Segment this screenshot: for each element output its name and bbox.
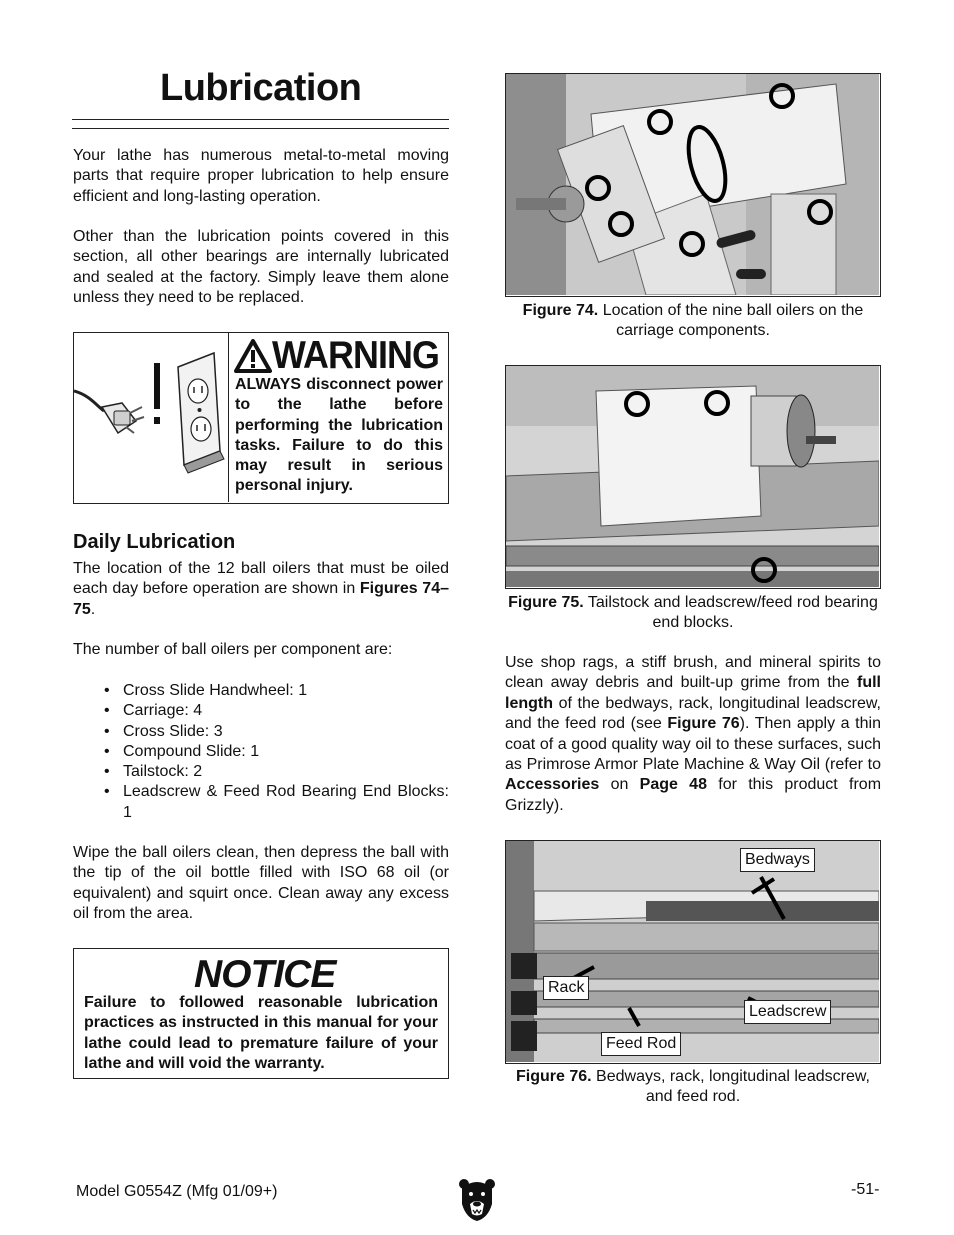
figure-74-image [505,73,881,297]
callout-rack: Rack [543,976,589,1000]
footer-page-number: -51- [851,1181,880,1198]
warning-heading-text: WARNING [272,334,439,377]
cleaning-paragraph: Use shop rags, a stiff brush, and mineral spirits to clean away debris and built-up grime from the full length of the bedways, rack, longitudinal leadscrew, and the feed rod (see Figure 76). Then apply a thin coat of a good quality way oil to these surfaces, such as Primrose Armor Plate Machine & Way Oil (refer to Accessories on Page 48 for this product from Grizzly). [505,654,882,814]
figure-76-image [505,840,881,1064]
title-rule-bottom [72,128,449,129]
figure-reference: Figures 74–75 [73,580,449,618]
warning-triangle-icon [234,339,272,373]
list-item: • Compound Slide: 1 [104,742,260,760]
notice-box [73,948,449,1079]
warning-heading [234,334,446,377]
notice-heading: NOTICE [194,953,336,996]
daily-paragraph-3: Wipe the ball oilers clean, then depress the ball with the tip of the oil bottle filled with ISO 68 oil (or equivalent) and squirt once. Clean away any excess oil from the area. [73,844,449,923]
list-item: • Cross Slide Handwheel: 1 [104,682,308,699]
callout-feed-rod: Feed Rod [601,1032,681,1056]
figure-76-caption: Figure 76. Bedways, rack, longitudinal leadscrew, and feed rod. [516,1068,870,1106]
intro-paragraph-1: Your lathe has numerous metal-to-metal moving parts that require proper lubrication to help ensure efficient and long-lasting operation. [73,147,449,205]
warning-text: ALWAYS disconnect power to the lathe before performing the lubrication tasks. Failure to do this may result in serious personal injury. [235,376,443,495]
power-plug-icon [102,403,144,433]
figure-74-caption: Figure 74. Location of the nine ball oilers on the carriage components. [522,302,864,340]
daily-paragraph-1: The location of the 12 ball oilers that must be oiled each day before operation are shown in Figures 74–75. [73,560,449,618]
figure-75-caption: Figure 75. Tailstock and leadscrew/feed rod bearing end blocks. [508,594,878,632]
callout-leadscrew: Leadscrew [744,1000,831,1024]
wall-outlet-icon [178,353,224,473]
section-heading-daily: Daily Lubrication [73,531,236,553]
footer-model: Model G0554Z (Mfg 01/09+) [76,1183,278,1200]
list-item: • Cross Slide: 3 [104,722,223,740]
page-title: Lubrication [160,67,362,109]
warning-box [73,332,449,504]
warning-illustration [74,333,229,502]
callout-bedways: Bedways [740,848,815,872]
intro-paragraph-2: Other than the lubrication points covered in this section, all other bearings are internally lubricated and sealed at the factory. Simply leave them alone unless they need to be replaced. [73,228,449,307]
title-rule-top [72,119,449,120]
oiler-count-list [104,681,449,823]
grizzly-bear-logo [458,1176,496,1222]
list-item: • Tailstock: 2 [104,763,203,781]
figure-75-image [505,365,881,589]
list-item: • Leadscrew & Feed Rod Bearing End Blocks: 1 [104,783,449,821]
list-item: • Carriage: 4 [104,702,203,720]
daily-paragraph-2: The number of ball oilers per component are: [73,641,393,658]
notice-text: Failure to followed reasonable lubrication practices as instructed in this manual for your lathe could lead to premature failure of your lathe and will void the warranty. [84,994,438,1072]
